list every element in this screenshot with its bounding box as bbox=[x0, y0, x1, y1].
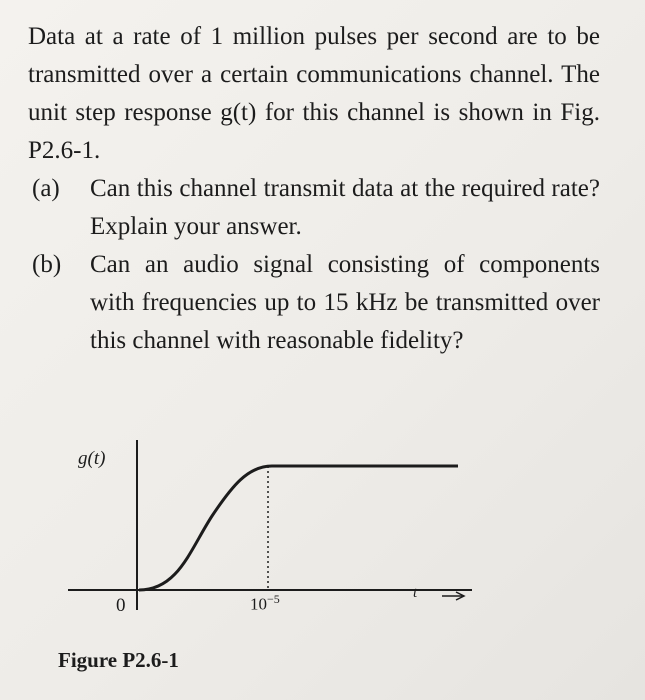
rise-time-tick-label bbox=[250, 592, 280, 615]
tick-base: 10 bbox=[250, 594, 267, 614]
part-b bbox=[28, 246, 600, 360]
figure-caption: Figure P2.6-1 bbox=[58, 648, 179, 672]
step-response-figure bbox=[60, 430, 480, 630]
x-axis-label bbox=[413, 585, 417, 602]
part-a-text: Can this channel transmit data at the required rate? Explain your answer. bbox=[90, 175, 600, 240]
part-b-label: (b) bbox=[32, 251, 62, 278]
part-a bbox=[28, 170, 600, 246]
problem-statement bbox=[28, 18, 600, 360]
y-axis-label-text: g(t) bbox=[78, 448, 106, 469]
problem-intro: Data at a rate of 1 million pulses per second are to be transmitted over a certain communications channel. The unit step response g(t) for this channel is shown in Fig. P2.6-1. bbox=[28, 23, 600, 164]
x-axis-label-text: t bbox=[413, 585, 418, 601]
part-a-label: (a) bbox=[32, 175, 60, 202]
part-b-text: Can an audio signal consisting of components with frequencies up to 15 kHz be transmitted over this channel with reasonable fidelity? bbox=[90, 251, 600, 354]
y-axis-label bbox=[78, 448, 105, 470]
origin-tick-label: 0 bbox=[116, 595, 126, 616]
step-response-curve bbox=[139, 466, 458, 590]
tick-exponent: −5 bbox=[267, 592, 280, 606]
